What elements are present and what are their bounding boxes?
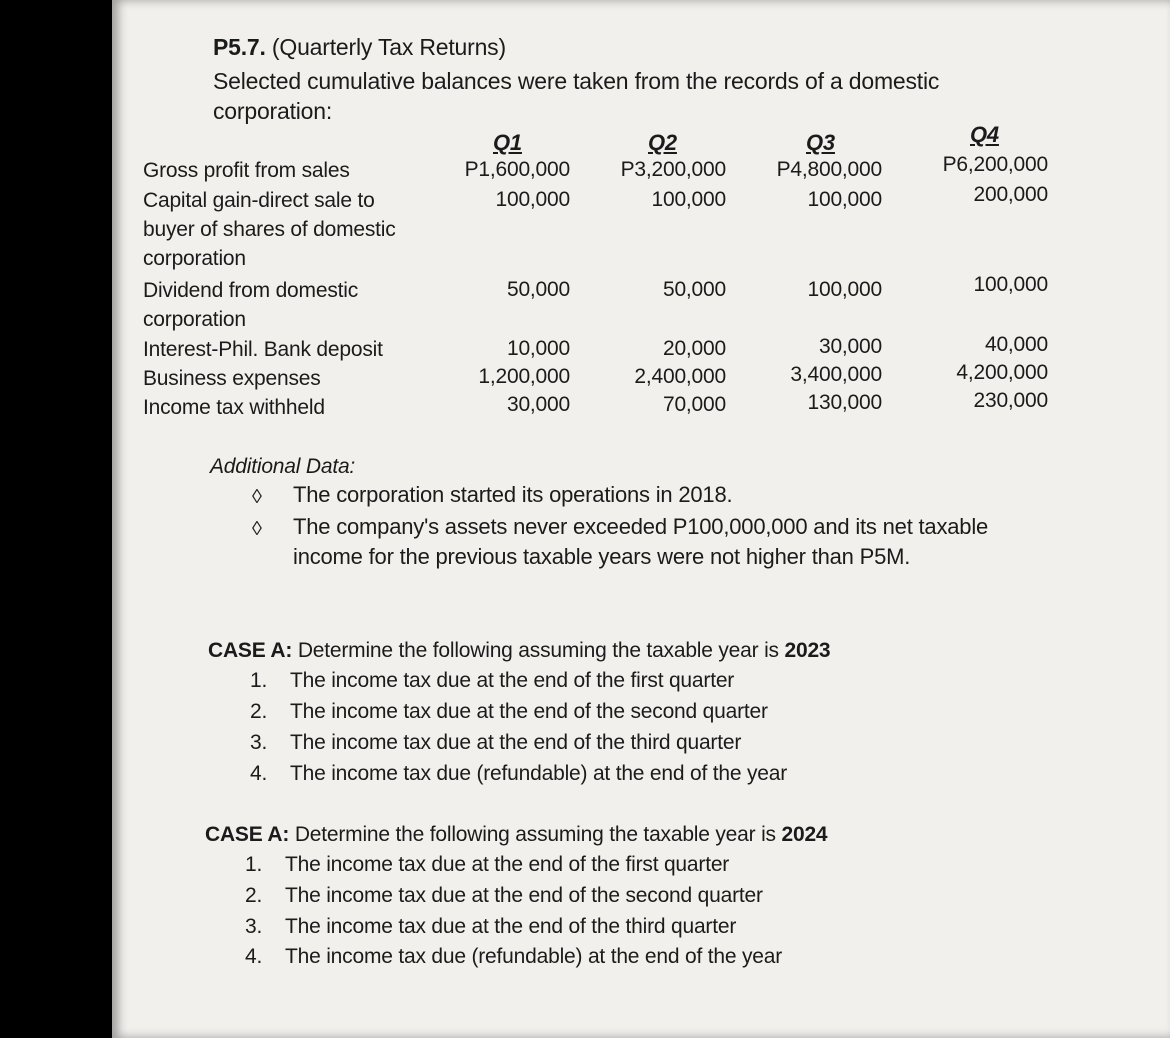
row-label-expenses: Business expenses — [143, 367, 321, 390]
cell-capgain-q2: 100,000 — [651, 188, 726, 211]
additional-heading: Additional Data: — [210, 455, 356, 478]
cell-interest-q1: 10,000 — [506, 337, 570, 360]
cell-withheld-q3: 130,000 — [807, 391, 882, 414]
cell-gross-q4: P6,200,000 — [942, 153, 1048, 176]
case-a-2024-heading — [205, 822, 827, 848]
case-2023-item-num: 2. — [250, 700, 268, 723]
cell-dividend-q2: 50,000 — [662, 278, 726, 301]
case-text: Determine the following assuming the taxable year is — [297, 639, 779, 662]
case-2023-item-text: The income tax due (refundable) at the end of the year — [290, 762, 788, 785]
cell-dividend-q4: 100,000 — [973, 273, 1048, 296]
bullet-icon: ◊ — [252, 518, 262, 540]
case-2023-item-text: The income tax due at the end of the second quarter — [290, 700, 768, 723]
cell-expenses-q2: 2,400,000 — [634, 365, 726, 388]
cell-dividend-q1: 50,000 — [506, 278, 570, 301]
case-2024-item-num: 1. — [245, 853, 263, 876]
case-year: 2024 — [781, 823, 828, 846]
case-2024-item-num: 2. — [245, 884, 263, 907]
row-label-withheld: Income tax withheld — [143, 396, 325, 419]
row-label-capital-gain-2: buyer of shares of domestic — [143, 218, 396, 241]
problem-title — [213, 34, 506, 60]
cell-withheld-q2: 70,000 — [662, 393, 726, 416]
case-2024-item-text: The income tax due at the end of the first quarter — [285, 853, 730, 876]
bullet-icon: ◊ — [252, 486, 262, 508]
cell-expenses-q1: 1,200,000 — [478, 365, 570, 388]
case-2023-item-num: 3. — [250, 731, 268, 754]
row-label-interest: Interest-Phil. Bank deposit — [143, 338, 383, 361]
case-2024-item-text: The income tax due at the end of the third quarter — [285, 915, 737, 938]
case-2024-item-num: 3. — [245, 915, 263, 938]
case-year: 2023 — [784, 639, 831, 662]
row-label-dividend-2: corporation — [143, 308, 246, 331]
case-2023-item-text: The income tax due at the end of the first quarter — [290, 669, 735, 692]
row-label-dividend-1: Dividend from domestic — [143, 279, 359, 302]
cell-expenses-q4: 4,200,000 — [956, 361, 1048, 384]
case-2024-item-text: The income tax due at the end of the second quarter — [285, 884, 763, 907]
problem-title-text: (Quarterly Tax Returns) — [271, 34, 506, 60]
cell-gross-q3: P4,800,000 — [776, 158, 882, 181]
case-2023-item-text: The income tax due at the end of the third quarter — [290, 731, 742, 754]
cell-gross-q1: P1,600,000 — [464, 158, 570, 181]
additional-item-1: The corporation started its operations in 2018. — [293, 482, 733, 507]
case-label: CASE A: — [205, 823, 290, 846]
problem-intro: Selected cumulative balances were taken from the records of a domestic corporation: — [213, 68, 940, 124]
col-header-q4: Q4 — [970, 122, 999, 147]
problem-number: P5.7. — [213, 34, 266, 60]
cell-dividend-q3: 100,000 — [807, 278, 882, 301]
col-header-q3: Q3 — [806, 130, 835, 155]
cell-interest-q2: 20,000 — [662, 337, 726, 360]
row-label-gross-profit: Gross profit from sales — [143, 159, 350, 182]
cell-capgain-q1: 100,000 — [495, 188, 570, 211]
row-label-capital-gain-1: Capital gain-direct sale to — [143, 189, 375, 212]
cell-capgain-q4: 200,000 — [973, 183, 1048, 206]
cell-interest-q3: 30,000 — [818, 335, 882, 358]
case-text: Determine the following assuming the taxable year is — [294, 823, 776, 846]
cell-withheld-q4: 230,000 — [973, 389, 1048, 412]
cell-interest-q4: 40,000 — [984, 333, 1048, 356]
col-header-q1: Q1 — [493, 130, 522, 155]
cell-capgain-q3: 100,000 — [807, 188, 882, 211]
row-label-capital-gain-3: corporation — [143, 247, 246, 270]
col-header-q2: Q2 — [648, 130, 677, 155]
case-a-2023-heading — [208, 638, 830, 664]
additional-item-2: The company's assets never exceeded P100,000,000 and its net taxable income for the previous taxable years were not higher than P5M. — [293, 514, 989, 569]
case-2023-item-num: 1. — [250, 669, 268, 692]
case-2024-item-num: 4. — [245, 945, 263, 968]
cell-expenses-q3: 3,400,000 — [790, 363, 882, 386]
cell-withheld-q1: 30,000 — [506, 393, 570, 416]
cell-gross-q2: P3,200,000 — [620, 158, 726, 181]
case-label: CASE A: — [208, 639, 293, 662]
case-2023-item-num: 4. — [250, 762, 268, 785]
case-2024-item-text: The income tax due (refundable) at the end of the year — [285, 945, 783, 968]
